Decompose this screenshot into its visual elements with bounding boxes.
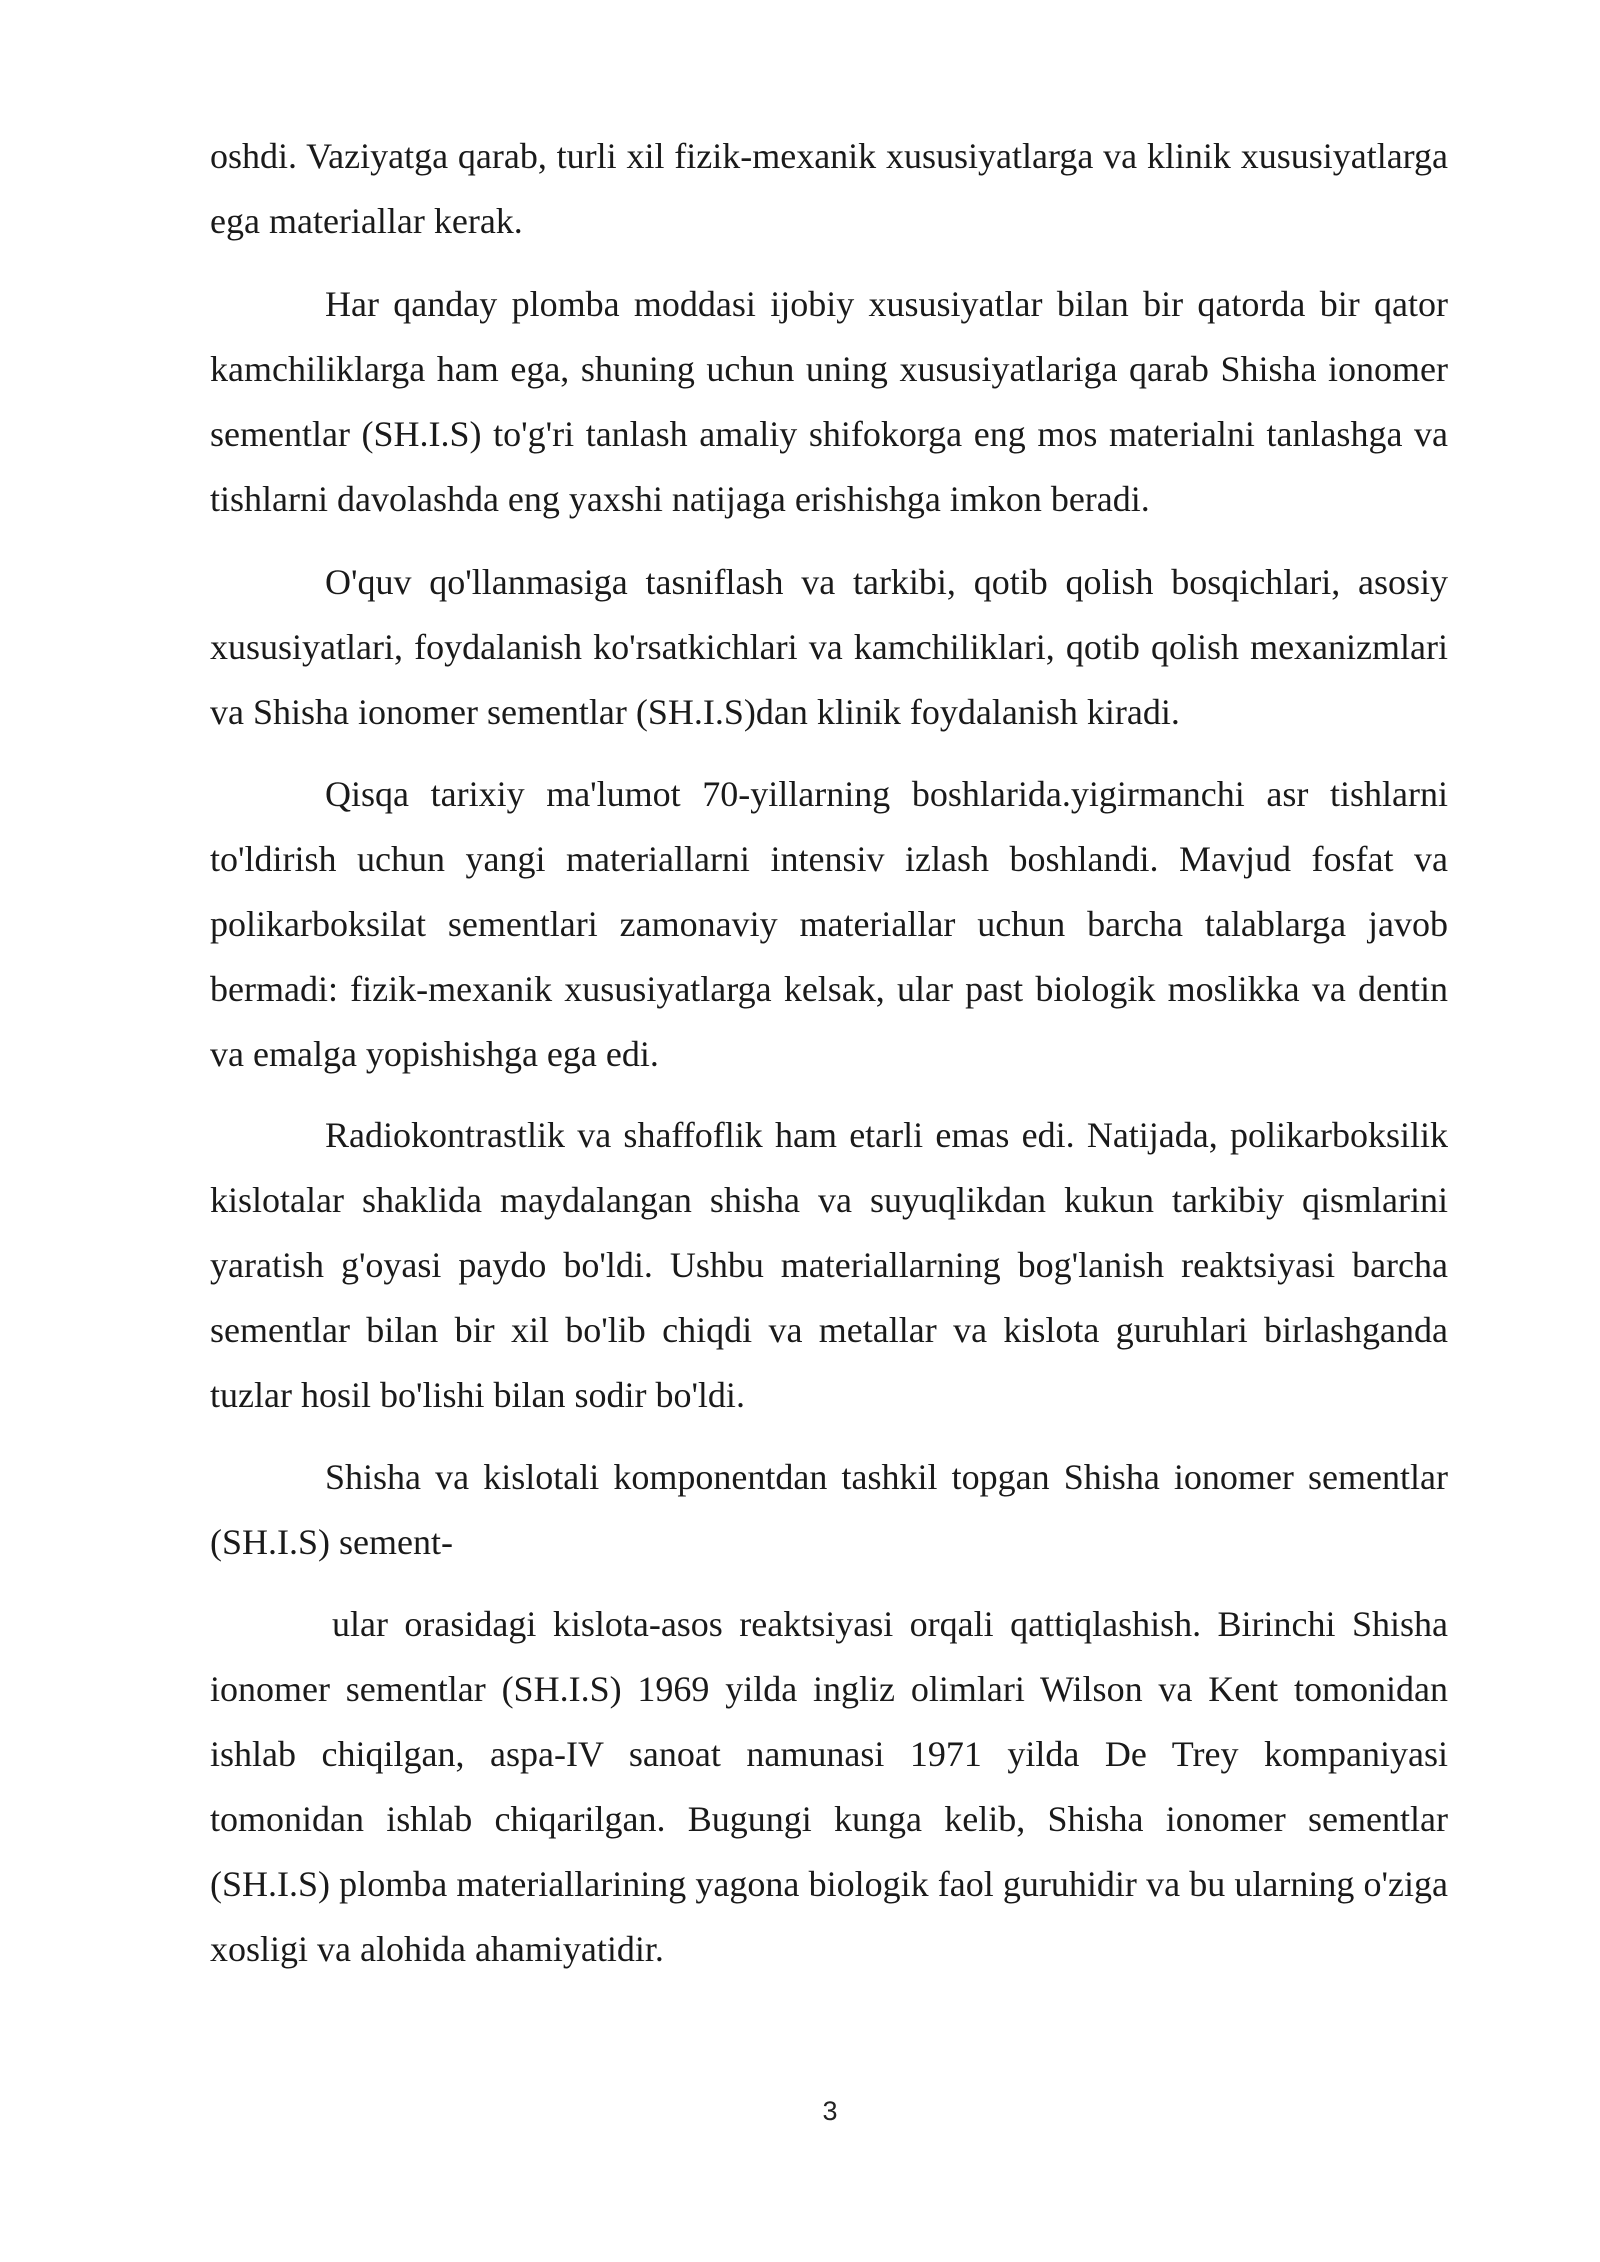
paragraph-7: ular orasidagi kislota-asos reaktsiyasi orqali qattiqlashish. Birinchi Shisha ionomer sementlar (SH.I.S) 1969 yilda ingliz olimlari Wilson va Kent tomonidan ishlab chiqilgan, aspa-IV sanoat namunasi 1971 yilda De Trey kompaniyasi tomonidan ishlab chiqarilgan. Bugungi kunga kelib, Shisha ionomer sementlar (SH.I.S) plomba materiallarining yagona biologik faol guruhidir va bu ularning o'ziga xosligi va alohida ahamiyatidir. (210, 1604, 1448, 1969)
paragraph-1: oshdi. Vaziyatga qarab, turli xil fizik-mexanik xususiyatlarga va klinik xususiyatlarga ega materiallar kerak. (210, 136, 1448, 241)
paragraph-4: Qisqa tarixiy ma'lumot 70-yillarning boshlarida.yigirmanchi asr tishlarni to'ldirish uchun yangi materiallarni intensiv izlash boshlandi. Mavjud fosfat va polikarboksilat sementlari zamonaviy materiallar uchun barcha talablarga javob bermadi: fizik-mexanik xususiyatlarga kelsak, ular past biologik moslikka va dentin va emalga yopishishga ega edi. (210, 774, 1448, 1074)
paragraph-6: Shisha va kislotali komponentdan tashkil topgan Shisha ionomer sementlar (SH.I.S) sement- (210, 1457, 1448, 1562)
paragraph-2: Har qanday plomba moddasi ijobiy xususiyatlar bilan bir qatorda bir qator kamchiliklarga ham ega, shuning uchun uning xususiyatlariga qarab Shisha ionomer sementlar (SH.I.S) to'g'ri tanlash amaliy shifokorga eng mos materialni tanlashga va tishlarni davolashda eng yaxshi natijaga erishishga imkon beradi. (210, 284, 1448, 519)
paragraph-3: O'quv qo'llanmasiga tasniflash va tarkibi, qotib qolish bosqichlari, asosiy xususiyatlari, foydalanish ko'rsatkichlari va kamchiliklari, qotib qolish mexanizmlari va Shisha ionomer sementlar (SH.I.S)dan klinik foydalanish kiradi. (210, 562, 1448, 732)
page-number: 3 (822, 2096, 838, 2126)
paragraph-5: Radiokontrastlik va shaffoflik ham etarli emas edi. Natijada, polikarboksilik kislotalar shaklida maydalangan shisha va suyuqlikdan kukun tarkibiy qismlarini yaratish g'oyasi paydo bo'ldi. Ushbu materiallarning bog'lanish reaktsiyasi barcha sementlar bilan bir xil bo'lib chiqdi va metallar va kislota guruhlari birlashganda tuzlar hosil bo'lishi bilan sodir bo'ldi. (210, 1115, 1448, 1415)
